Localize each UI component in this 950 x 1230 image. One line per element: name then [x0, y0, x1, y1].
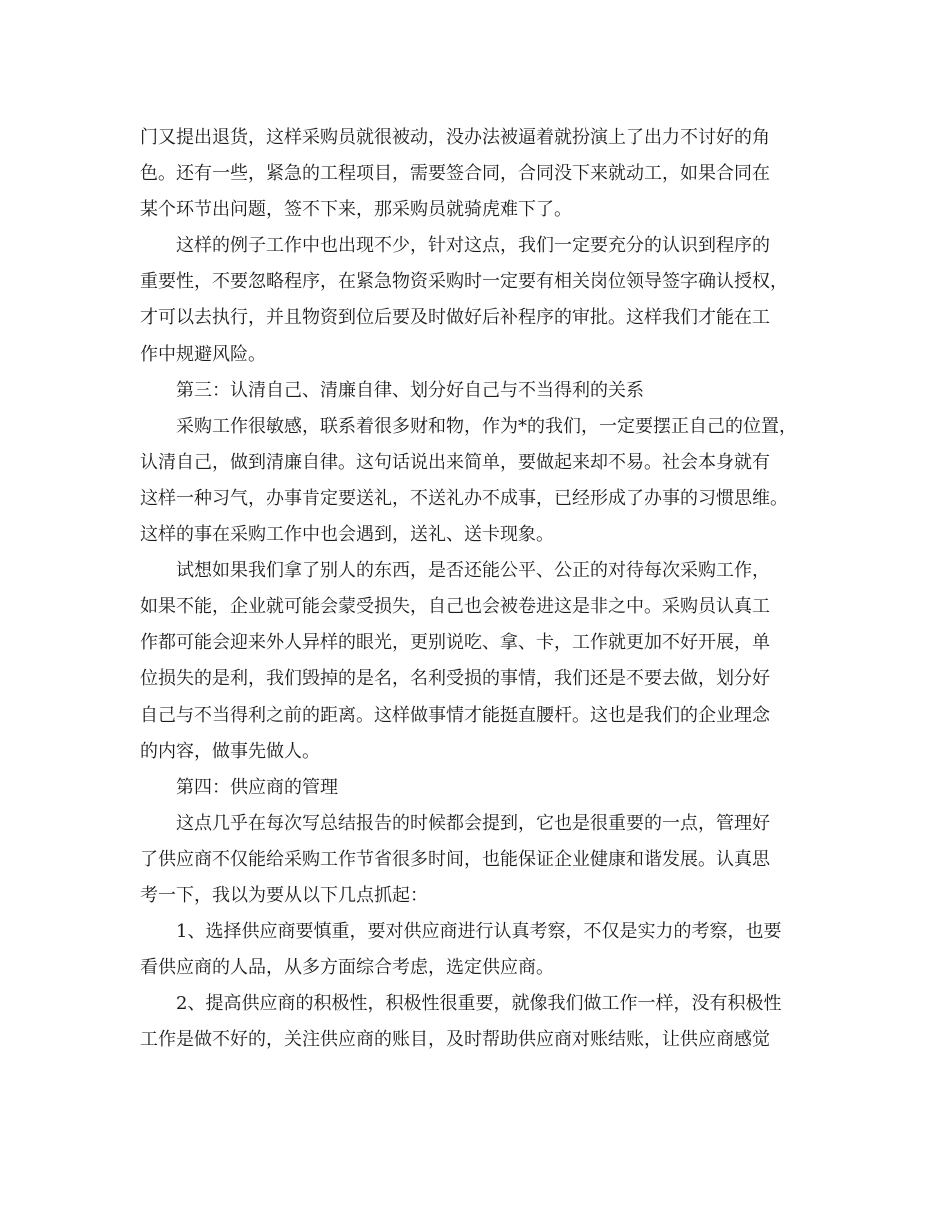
text-line: 这样的事在采购工作中也会遇到，送礼、送卡现象。	[140, 524, 554, 546]
text-line: 作中规避风险。	[140, 343, 266, 365]
text-line: 第四：供应商的管理	[176, 776, 338, 798]
text-line: 采购工作很敏感，联系着很多财和物，作为*的我们，一定要摆正自己的位置，	[176, 415, 797, 437]
text-line: 工作是做不好的，关注供应商的账目，及时帮助供应商对账结账，让供应商感觉	[140, 1029, 770, 1051]
text-line: 了供应商不仅能给采购工作节省很多时间，也能保证企业健康和谐发展。认真思	[140, 848, 770, 870]
text-line: 门又提出退货，这样采购员就很被动，没办法被逼着就扮演上了出力不讨好的角	[140, 127, 770, 148]
text-line: 的内容，做事先做人。	[140, 740, 320, 762]
text-line: 考一下，我以为要从以下几点抓起：	[140, 884, 428, 906]
text-line: 才可以去执行，并且物资到位后要及时做好后补程序的审批。这样我们才能在工	[140, 307, 770, 329]
text-line: 这点几乎在每次写总结报告的时候都会提到，它也是很重要的一点，管理好	[176, 812, 770, 834]
text-line: 作都可能会迎来外人异样的眼光，更别说吃、拿、卡，工作就更加不好开展，单	[140, 632, 770, 654]
text-line: 某个环节出问题，签不下来，那采购员就骑虎难下了。	[140, 199, 572, 221]
text-line: 重要性，不要忽略程序，在紧急物资采购时一定要有相关岗位领导签字确认授权，	[140, 271, 788, 293]
text-line: 认清自己，做到清廉自律。这句话说出来简单，要做起来却不易。社会本身就有	[140, 451, 770, 473]
text-line: 如果不能，企业就可能会蒙受损失，自己也会被卷进这是非之中。采购员认真工	[140, 596, 770, 618]
text-line: 试想如果我们拿了别人的东西，是否还能公平、公正的对待每次采购工作，	[176, 560, 770, 582]
text-line: 第三：认清自己、清廉自律、划分好自己与不当得利的关系	[176, 379, 644, 401]
text-line: 1、选择供应商要慎重，要对供应商进行认真考察，不仅是实力的考察，也要	[176, 921, 782, 943]
text-line: 这样的例子工作中也出现不少，针对这点，我们一定要充分的认识到程序的	[176, 235, 770, 257]
text-line: 自己与不当得利之前的距离。这样做事情才能挺直腰杆。这也是我们的企业理念	[140, 704, 770, 726]
document-body	[140, 120, 820, 1058]
text-line: 色。还有一些，紧急的工程项目，需要签合同，合同没下来就动工，如果合同在	[140, 163, 770, 185]
text-line: 看供应商的人品，从多方面综合考虑，选定供应商。	[140, 957, 554, 979]
text-line: 2、提高供应商的积极性，积极性很重要，就像我们做工作一样，没有积极性	[176, 993, 782, 1015]
text-line: 这样一种习气，办事肯定要送礼，不送礼办不成事，已经形成了办事的习惯思维。	[140, 487, 788, 509]
text-line: 位损失的是利，我们毁掉的是名，名利受损的事情，我们还是不要去做，划分好	[140, 668, 770, 690]
